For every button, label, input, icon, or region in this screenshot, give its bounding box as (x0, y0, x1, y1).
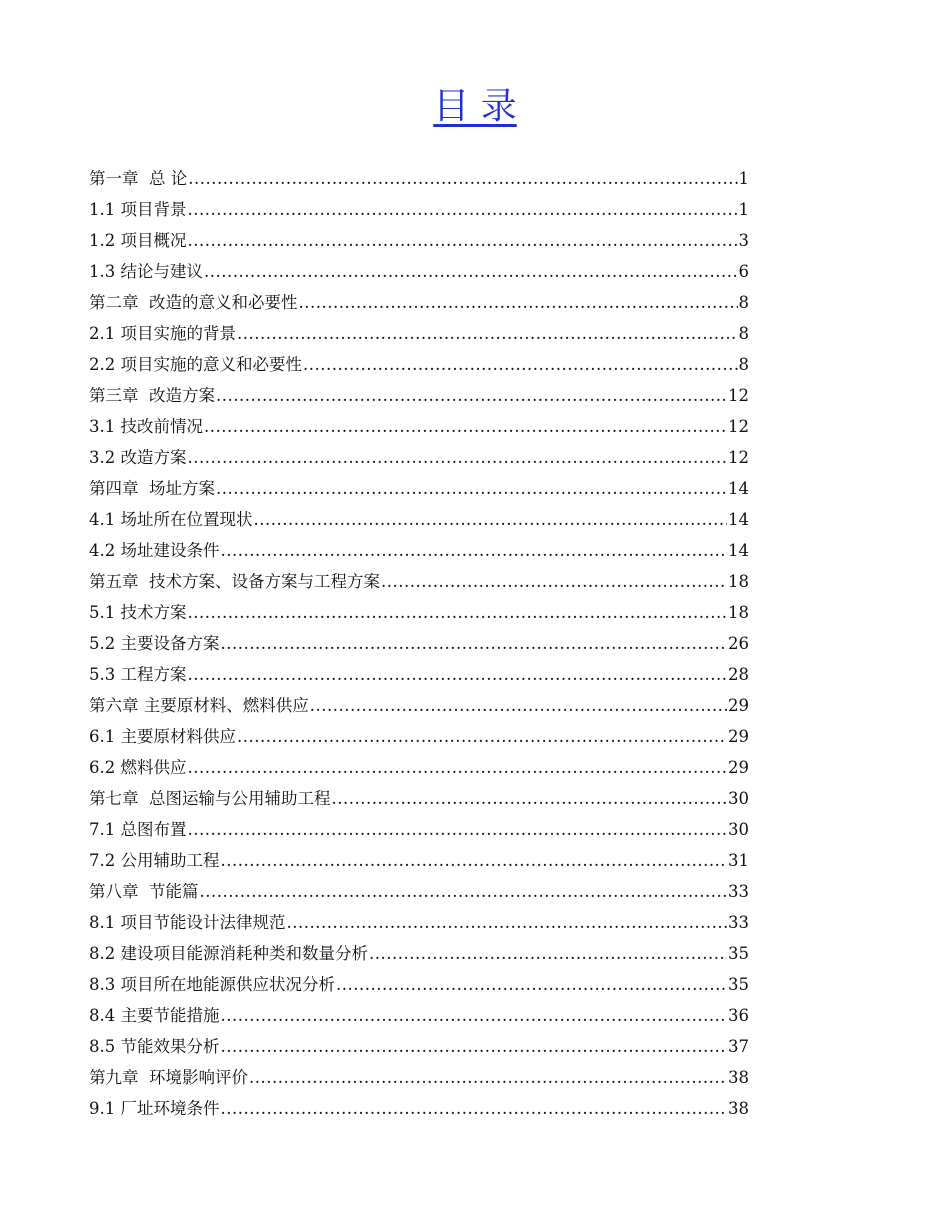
toc-entry-label: 第六章 主要原材料、燃料供应 (89, 696, 309, 715)
toc-entry[interactable] (89, 287, 749, 318)
toc-entry[interactable] (89, 907, 749, 938)
toc-entry-page-number: 36 (728, 1006, 749, 1025)
toc-entry-label: 7.1 总图布置 (89, 820, 187, 839)
toc-entry[interactable] (89, 628, 749, 659)
toc-entry-label: 1.3 结论与建议 (89, 262, 203, 281)
toc-entry[interactable] (89, 256, 749, 287)
toc-entry[interactable] (89, 442, 749, 473)
toc-dot-leader (303, 349, 738, 380)
toc-entry-page-number: 28 (728, 665, 749, 684)
toc-entry[interactable] (89, 752, 749, 783)
toc-entry-page-number: 1 (738, 169, 749, 188)
toc-entry[interactable] (89, 597, 749, 628)
toc-entry-label: 8.1 项目节能设计法律规范 (89, 913, 286, 932)
toc-entry-page-number: 29 (728, 727, 749, 746)
toc-entry-page-number: 12 (728, 386, 749, 405)
toc-dot-leader (254, 504, 728, 535)
toc-entry-label: 8.5 节能效果分析 (89, 1037, 220, 1056)
toc-entry-label: 3.2 改造方案 (89, 448, 187, 467)
toc-entry-label: 第三章 改造方案 (89, 386, 215, 405)
toc-dot-leader (204, 256, 738, 287)
toc-dot-leader (221, 1031, 728, 1062)
toc-dot-leader (221, 1000, 728, 1031)
toc-entry[interactable] (89, 938, 749, 969)
toc-dot-leader (188, 814, 728, 845)
toc-dot-leader (310, 690, 727, 721)
toc-dot-leader (216, 473, 727, 504)
toc-entry[interactable] (89, 1062, 749, 1093)
toc-entry-label: 8.2 建设项目能源消耗种类和数量分析 (89, 944, 368, 963)
toc-entry-page-number: 8 (738, 355, 749, 374)
toc-dot-leader (336, 969, 727, 1000)
toc-entry[interactable] (89, 690, 749, 721)
toc-dot-leader (287, 907, 728, 938)
toc-entry-label: 6.2 燃料供应 (89, 758, 187, 777)
toc-entry[interactable] (89, 845, 749, 876)
toc-dot-leader (332, 783, 728, 814)
toc-entry[interactable] (89, 1093, 749, 1124)
toc-entry-label: 4.1 场址所在位置现状 (89, 510, 253, 529)
toc-entry-label: 第五章 技术方案、设备方案与工程方案 (89, 572, 380, 591)
toc-entry-label: 5.2 主要设备方案 (89, 634, 220, 653)
toc-dot-leader (188, 163, 737, 194)
toc-entry-label: 第九章 环境影响评价 (89, 1068, 248, 1087)
toc-entry-page-number: 8 (738, 324, 749, 343)
toc-entry-page-number: 1 (738, 200, 749, 219)
toc-entry-page-number: 33 (728, 913, 749, 932)
toc-entry[interactable] (89, 1031, 749, 1062)
toc-entry-page-number: 35 (728, 975, 749, 994)
toc-dot-leader (237, 318, 738, 349)
toc-dot-leader (200, 876, 728, 907)
toc-entry-page-number: 30 (728, 789, 749, 808)
toc-dot-leader (204, 411, 727, 442)
toc-entry-label: 第七章 总图运输与公用辅助工程 (89, 789, 331, 808)
toc-entry[interactable] (89, 225, 749, 256)
toc-entry-page-number: 31 (728, 851, 749, 870)
toc-entry-page-number: 38 (728, 1099, 749, 1118)
toc-entry-label: 8.4 主要节能措施 (89, 1006, 220, 1025)
toc-entry-label: 7.2 公用辅助工程 (89, 851, 220, 870)
toc-entry[interactable] (89, 876, 749, 907)
toc-entry-label: 第一章 总 论 (89, 169, 188, 188)
toc-entry-label: 5.3 工程方案 (89, 665, 187, 684)
toc-entry-page-number: 18 (728, 572, 749, 591)
toc-dot-leader (221, 845, 728, 876)
toc-entry[interactable] (89, 163, 749, 194)
toc-entry[interactable] (89, 380, 749, 411)
toc-entry-label: 第八章 节能篇 (89, 882, 199, 901)
toc-dot-leader (381, 566, 727, 597)
toc-entry[interactable] (89, 349, 749, 380)
toc-entry-page-number: 26 (728, 634, 749, 653)
toc-dot-leader (188, 194, 738, 225)
toc-entry[interactable] (89, 473, 749, 504)
toc-entry-page-number: 33 (728, 882, 749, 901)
toc-dot-leader (221, 1093, 728, 1124)
toc-entry-label: 第二章 改造的意义和必要性 (89, 293, 298, 312)
toc-entry[interactable] (89, 411, 749, 442)
toc-entry-page-number: 18 (728, 603, 749, 622)
toc-entry[interactable] (89, 1000, 749, 1031)
toc-dot-leader (188, 752, 728, 783)
toc-dot-leader (237, 721, 727, 752)
toc-entry-label: 第四章 场址方案 (89, 479, 215, 498)
toc-entry[interactable] (89, 535, 749, 566)
toc-entry-label: 1.1 项目背景 (89, 200, 187, 219)
toc-dot-leader (188, 225, 738, 256)
toc-entry-label: 2.2 项目实施的意义和必要性 (89, 355, 302, 374)
toc-entry[interactable] (89, 318, 749, 349)
toc-dot-leader (249, 1062, 727, 1093)
toc-entry-label: 8.3 项目所在地能源供应状况分析 (89, 975, 335, 994)
toc-dot-leader (216, 380, 727, 411)
toc-entry-page-number: 29 (728, 696, 749, 715)
table-of-contents (89, 163, 749, 1124)
toc-entry-page-number: 14 (728, 541, 749, 560)
toc-dot-leader (299, 287, 738, 318)
toc-title: 目 录 (433, 86, 517, 127)
toc-entry[interactable] (89, 194, 749, 225)
toc-entry-page-number: 12 (728, 417, 749, 436)
toc-entry[interactable] (89, 969, 749, 1000)
toc-entry-page-number: 12 (728, 448, 749, 467)
toc-entry-label: 3.1 技改前情况 (89, 417, 203, 436)
toc-entry-label: 6.1 主要原材料供应 (89, 727, 236, 746)
toc-entry[interactable] (89, 504, 749, 535)
toc-dot-leader (188, 659, 728, 690)
toc-entry[interactable] (89, 814, 749, 845)
toc-entry-page-number: 14 (728, 510, 749, 529)
toc-entry-label: 2.1 项目实施的背景 (89, 324, 236, 343)
toc-dot-leader (221, 628, 728, 659)
toc-entry-page-number: 35 (728, 944, 749, 963)
toc-entry-label: 4.2 场址建设条件 (89, 541, 220, 560)
toc-entry-label: 5.1 技术方案 (89, 603, 187, 622)
toc-entry[interactable] (89, 566, 749, 597)
toc-entry-page-number: 3 (738, 231, 749, 250)
toc-entry[interactable] (89, 721, 749, 752)
toc-entry-page-number: 38 (728, 1068, 749, 1087)
toc-entry-page-number: 37 (728, 1037, 749, 1056)
toc-dot-leader (188, 442, 728, 473)
toc-dot-leader (221, 535, 728, 566)
toc-entry-page-number: 30 (728, 820, 749, 839)
toc-entry-page-number: 29 (728, 758, 749, 777)
toc-entry-page-number: 6 (738, 262, 749, 281)
toc-entry-label: 1.2 项目概况 (89, 231, 187, 250)
toc-entry[interactable] (89, 659, 749, 690)
toc-dot-leader (188, 597, 728, 628)
toc-entry-label: 9.1 厂址环境条件 (89, 1099, 220, 1118)
toc-dot-leader (369, 938, 727, 969)
toc-entry-page-number: 8 (738, 293, 749, 312)
toc-entry[interactable] (89, 783, 749, 814)
toc-entry-page-number: 14 (728, 479, 749, 498)
